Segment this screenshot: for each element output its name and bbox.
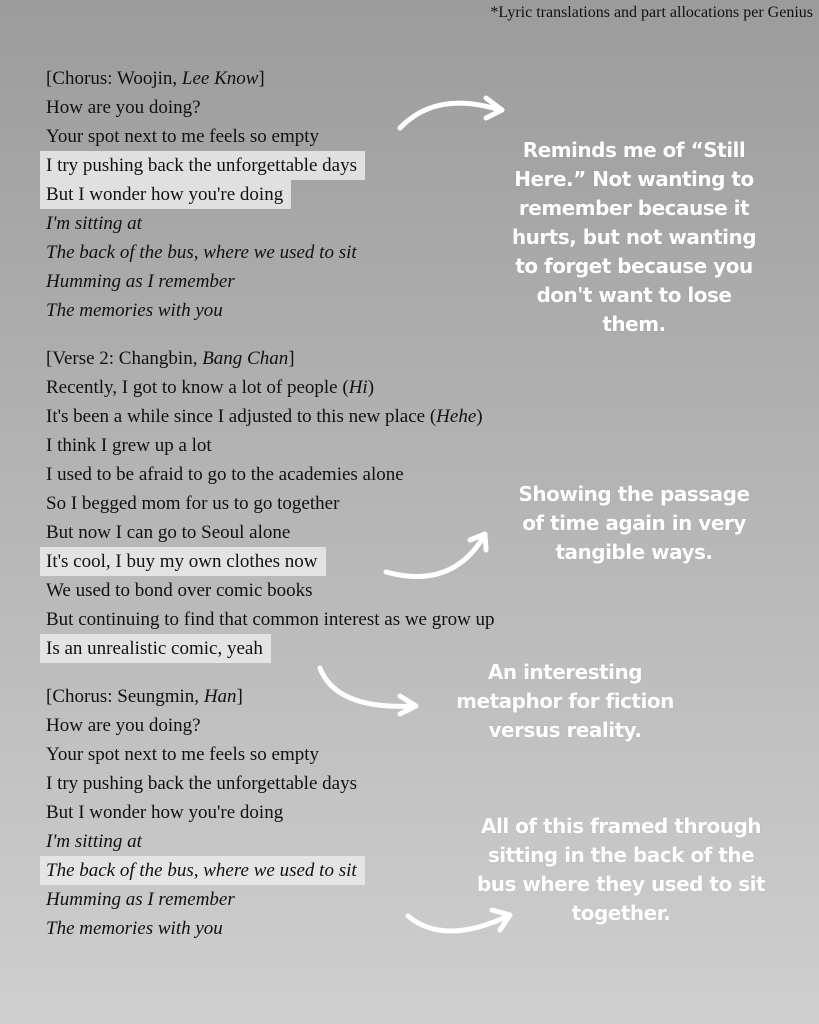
lyric-line: Humming as I remember <box>46 271 235 292</box>
lyric-line: It's been a while since I adjusted to this new place (Hehe) <box>46 406 483 427</box>
lyric-line: I used to be afraid to go to the academies alone <box>46 464 404 485</box>
annotation-note-fiction-reality: An interesting metaphor for fiction versus reality. <box>456 660 674 742</box>
lyric-line: How are you doing? <box>46 715 201 736</box>
lyric-line: I'm sitting at <box>46 213 142 234</box>
highlighted-lyric-line: I try pushing back the unforgettable days <box>46 151 606 180</box>
lyric-line: I try pushing back the unforgettable days <box>46 773 357 794</box>
lyric-line: We used to bond over comic books <box>46 580 313 601</box>
section-header: [Verse 2: Changbin, Bang Chan] <box>46 348 295 369</box>
lyric-line: I think I grew up a lot <box>46 435 212 456</box>
lyric-line: The memories with you <box>46 918 223 939</box>
lyric-line: But now I can go to Seoul alone <box>46 522 291 543</box>
lyric-line: The back of the bus, where we used to sit <box>46 242 357 263</box>
annotation-arrow-icon <box>316 662 428 717</box>
section-header: [Chorus: Seungmin, Han] <box>46 686 243 707</box>
highlighted-lyric-line: Is an unrealistic comic, yeah <box>46 634 606 663</box>
lyric-line: Your spot next to me feels so empty <box>46 126 320 147</box>
lyric-line: Recently, I got to know a lot of people (Hi) <box>46 377 375 398</box>
lyric-line: Humming as I remember <box>46 889 235 910</box>
lyric-line: I'm sitting at <box>46 831 142 852</box>
annotation-arrow-icon <box>382 528 497 588</box>
annotation-arrow-icon <box>396 92 516 137</box>
lyric-line: The memories with you <box>46 300 223 321</box>
section-header: [Chorus: Woojin, Lee Know] <box>46 68 265 89</box>
lyric-line: But continuing to find that common interest as we grow up <box>46 609 495 630</box>
highlighted-lyric-line: The back of the bus, where we used to sit <box>46 856 606 885</box>
lyric-line: So I begged mom for us to go together <box>46 493 340 514</box>
highlighted-lyric-line: It's cool, I buy my own clothes now <box>46 547 606 576</box>
annotation-note-passage-of-time: Showing the passage of time again in very tangible ways. <box>518 482 750 564</box>
lyric-line: Your spot next to me feels so empty <box>46 744 320 765</box>
lyric-line: But I wonder how you're doing <box>46 802 284 823</box>
annotation-note-back-of-bus: All of this framed through sitting in the back of the bus where they used to sit together. <box>476 814 766 925</box>
lyric-line: How are you doing? <box>46 97 201 118</box>
annotation-note-still-here: Reminds me of “Still Here.” Not wanting to remember because it hurts, but not wanting to forget because you don't want to lose them. <box>511 138 757 336</box>
source-credit: *Lyric translations and part allocations per Genius <box>490 4 813 21</box>
highlighted-lyric-line: But I wonder how you're doing <box>46 180 606 209</box>
